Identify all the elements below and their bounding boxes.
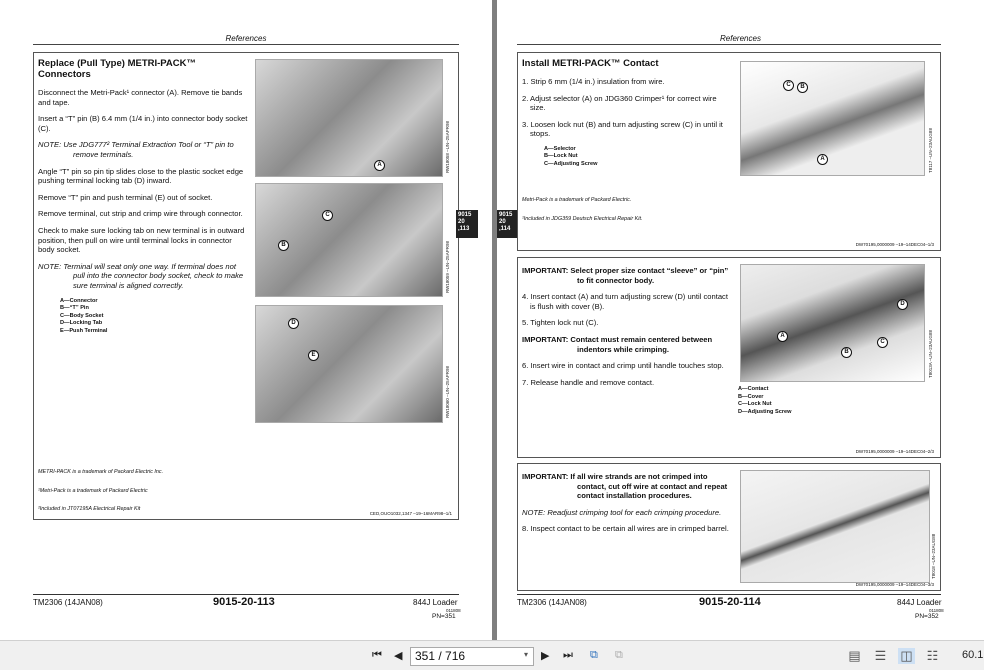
photo-code: T8117 –UN–23AUG88 — [928, 128, 933, 173]
step: 2. Adjust selector (A) on JDG360 Crimper¹ for correct wire size. — [522, 93, 717, 113]
footnote: Metri-Pack is a trademark of Packard Electric. — [522, 197, 632, 204]
instructions — [522, 266, 734, 394]
zoom-level[interactable]: 60.1 — [962, 649, 984, 661]
note: NOTE: Use JDG777² Terminal Extraction Tool or “T” pin to remove terminals. — [38, 140, 234, 159]
footer-date: 011808 — [929, 608, 944, 613]
footer-date: 011808 — [446, 608, 461, 613]
photo-code: RW18058 –UN–25APR98 — [445, 121, 450, 173]
divider — [517, 44, 941, 45]
crimper-photo: C B A — [740, 61, 925, 176]
legend-item: C—Adjusting Screw — [544, 160, 598, 167]
right-page — [497, 0, 984, 640]
para: Disconnect the Metri-Pack¹ connector (A). Remove tie bands and tape. — [38, 88, 243, 107]
instructions — [38, 58, 248, 335]
divider — [33, 44, 459, 45]
tab-line: ,113 — [458, 226, 470, 232]
legend-item: A—Contact — [738, 386, 769, 392]
important-note: IMPORTANT: If all wire strands are not crimped into contact, cut off wire at contact and repeat contact installation procedures. — [522, 472, 728, 501]
facing-view-icon[interactable]: ◫ — [898, 648, 915, 664]
section-box — [517, 257, 941, 458]
viewer-toolbar — [0, 640, 984, 670]
section-title: Replace (Pull Type) METRI-PACK™ Connectors — [38, 58, 196, 80]
important-note: IMPORTANT: Contact must remain centered between indentors while crimping. — [522, 334, 713, 354]
section-box — [517, 463, 941, 591]
footnotes — [522, 196, 732, 224]
photo-code: T8018 –UN–23AUG88 — [931, 533, 936, 579]
section-box — [33, 52, 459, 520]
note: NOTE: Readjust crimping tool for each crimping procedure. — [522, 507, 722, 517]
instructions — [522, 58, 732, 234]
legend — [738, 386, 791, 416]
footer-divider — [33, 594, 459, 595]
footnotes — [38, 468, 338, 524]
step: 5. Tighten lock nut (C). — [522, 318, 599, 328]
page-selector[interactable] — [410, 647, 534, 666]
footer-model: 844J Loader — [413, 598, 458, 607]
para: Remove terminal, cut strip and crimp wire through connector. — [38, 209, 243, 219]
footer-pn: PN=352 — [915, 613, 939, 620]
photo-code: RW18060 –UN–25APR98 — [445, 366, 450, 418]
connector-photo: A — [255, 59, 443, 177]
legend-item: B—Cover — [738, 393, 764, 400]
next-view-icon[interactable]: ⧉ — [615, 649, 623, 661]
reference-code: DW70195,0000009 –19–14DEC04–3/3 — [855, 582, 934, 587]
step: 7. Release handle and remove contact. — [522, 377, 655, 387]
footer-divider — [517, 594, 941, 595]
step: 3. Loosen lock nut (B) and turn adjusting screw (C) in until it stops. — [522, 119, 723, 139]
tab-line: 9015 — [458, 212, 472, 218]
previous-page-button[interactable]: ◀ — [394, 650, 403, 662]
page-header: References — [720, 34, 761, 43]
legend-item: C—Body Socket — [60, 312, 104, 319]
crimper-detail-photo: D A B C — [740, 264, 925, 382]
tab-line: 20 — [458, 219, 465, 225]
footer-pn: PN=351 — [432, 613, 456, 620]
section-box — [517, 52, 941, 251]
photo-code: RW18059 –UN–25APR98 — [445, 241, 450, 293]
crimped-contact-photo — [740, 470, 930, 583]
legend-item: E—Push Terminal — [60, 327, 108, 334]
footnote: ¹Included in JDG359 Deutsch Electrical Repair Kit. — [522, 216, 643, 223]
footer-page-number: 9015-20-113 — [213, 596, 275, 608]
legend — [544, 146, 732, 169]
legend-item: A—Connector — [60, 297, 98, 304]
terminal-photo: D E — [255, 305, 443, 423]
previous-view-icon[interactable]: ⧉ — [590, 649, 598, 661]
legend-item: D—Adjusting Screw — [738, 408, 792, 415]
legend-item: A—Selector — [544, 145, 576, 152]
para: Check to make sure locking tab on new terminal is in outward position, then pull on wire until terminal locks in connector body socket. — [38, 225, 245, 255]
important-note: IMPORTANT: Select proper size contact “sleeve” or “pin” to fit connector body. — [522, 266, 729, 285]
footer-manual: TM2306 (14JAN08) — [33, 598, 103, 607]
reference-code: CED,OUO1032,1347 –19–16MAR98–1/1 — [369, 511, 452, 516]
legend — [60, 298, 248, 336]
section-tab — [497, 210, 519, 238]
footnote: ¹Metri-Pack is a trademark of Packard Electric — [38, 487, 148, 494]
chevron-down-icon: ▾ — [523, 650, 528, 659]
last-page-button[interactable]: ⏭ — [563, 649, 573, 661]
para: Angle “T” pin so pin tip slides close to the plastic socket edge pushing terminal locking tab (D) inward. — [38, 166, 244, 186]
page-indicator: 351 / 716 — [415, 649, 466, 663]
step: 6. Insert wire in contact and crimp until handle touches stop. — [522, 361, 724, 371]
left-page — [0, 0, 492, 640]
single-page-view-icon[interactable]: ▤ — [848, 648, 861, 663]
step: 1. Strip 6 mm (1/4 in.) insulation from wire. — [522, 77, 665, 86]
continuous-facing-view-icon[interactable]: ☷ — [926, 648, 939, 663]
note: NOTE: Terminal will seat only one way. If terminal does not pull into the connector body socket, check to make sure terminal is aligned correctly. — [38, 261, 244, 290]
footer-page-number: 9015-20-114 — [699, 596, 761, 608]
continuous-view-icon[interactable]: ☰ — [874, 648, 887, 663]
section-title: Install METRI-PACK™ Contact — [522, 58, 659, 69]
section-tab — [456, 210, 478, 238]
footnote: METRI-PACK is a trademark of Packard Electric Inc. — [38, 469, 164, 475]
legend-item: C—Lock Nut — [738, 401, 772, 407]
para: Insert a “T” pin (B) 6.4 mm (1/4 in.) into connector body socket (C). — [38, 114, 248, 133]
footnote: ²Included in JT07195A Electrical Repair Kit — [38, 506, 141, 513]
legend-item: B—“T” Pin — [60, 305, 89, 311]
step: 8. Inspect contact to be certain all wires are in crimped barrel. — [522, 524, 729, 534]
next-page-button[interactable]: ▶ — [541, 650, 550, 662]
instructions — [522, 472, 734, 541]
footer-model: 844J Loader — [897, 598, 942, 607]
socket-photo: C B — [255, 183, 443, 297]
page-header: References — [225, 34, 267, 43]
reference-code: DW70195,0000009 –19–14DEC04–1/3 — [855, 242, 934, 247]
tab-line: 20 — [499, 219, 506, 225]
first-page-button[interactable]: ⏮ — [372, 649, 382, 661]
para: Remove “T” pin and push terminal (E) out of socket. — [38, 192, 213, 202]
reference-code: DW70195,0000009 –19–14DEC04–2/3 — [855, 449, 934, 454]
legend-item: B—Lock Nut — [544, 153, 578, 160]
step: 4. Insert contact (A) and turn adjusting screw (D) until contact is flush with cover (B). — [522, 292, 728, 311]
legend-item: D—Locking Tab — [60, 320, 103, 326]
tab-line: 9015 — [499, 212, 513, 218]
tab-line: ,114 — [499, 226, 511, 232]
photo-code: T8013A –UN–23AUG88 — [928, 329, 933, 378]
footer-manual: TM2306 (14JAN08) — [517, 598, 587, 607]
